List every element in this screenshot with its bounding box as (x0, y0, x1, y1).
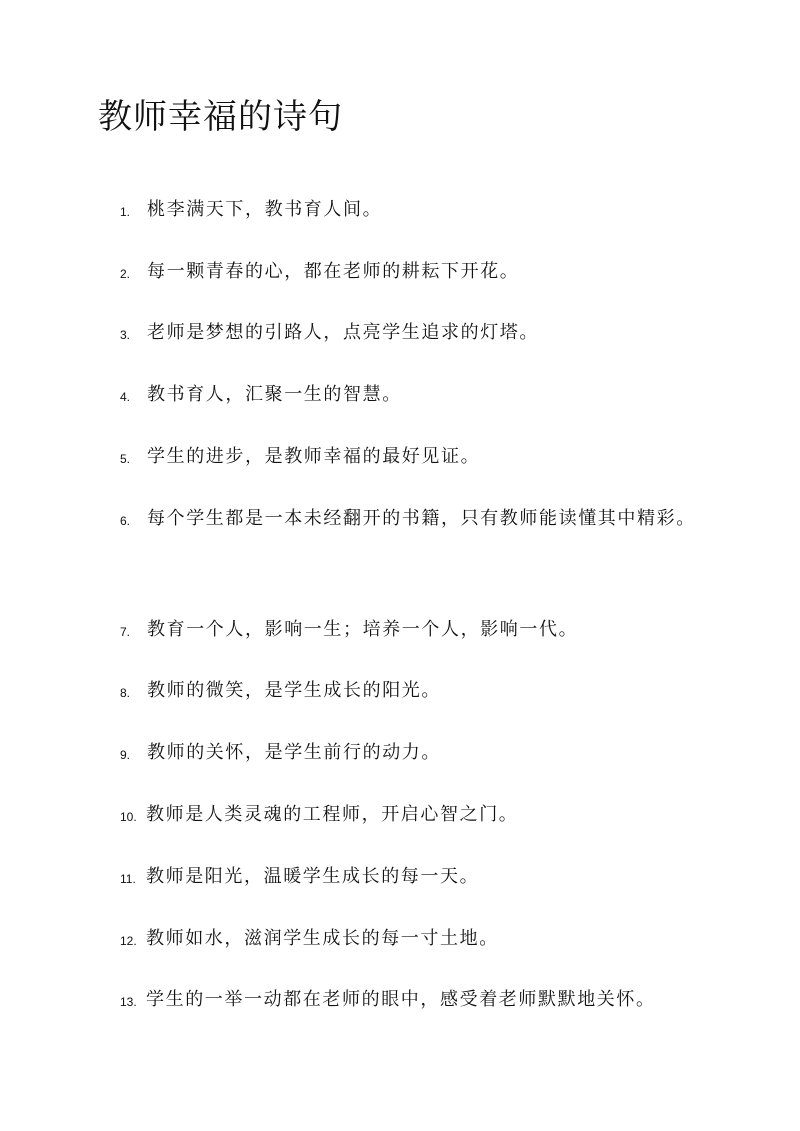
list-item-text: 教师是阳光，温暖学生成长的每一天。 (146, 866, 480, 887)
list-item-number: 3. (120, 328, 131, 342)
list-item-number: 10. (120, 810, 137, 824)
list-item-number: 13. (120, 995, 137, 1009)
list-item-text: 老师是梦想的引路人，点亮学生追求的灯塔。 (147, 322, 539, 343)
list-item-text: 学生的进步，是教师幸福的最好见证。 (147, 446, 481, 467)
list-item-text: 教师的关怀，是学生前行的动力。 (147, 742, 441, 763)
list-item-text: 教书育人，汇聚一生的智慧。 (147, 384, 402, 405)
list-item-text: 教师如水，滋润学生成长的每一寸土地。 (146, 928, 499, 949)
list-item-text: 学生的一举一动都在老师的眼中，感受着老师默默地关怀。 (146, 989, 656, 1010)
list-item-text: 每一颗青春的心，都在老师的耕耘下开花。 (147, 261, 520, 282)
list-item-number: 4. (120, 390, 131, 404)
list-item-number: 1. (120, 205, 131, 219)
list-item-number: 7. (120, 625, 131, 639)
list-item-number: 2. (120, 267, 131, 281)
list-item-text: 教师的微笑，是学生成长的阳光。 (147, 680, 441, 701)
list-item-text: 每个学生都是一本未经翻开的书籍，只有教师能读懂其中精彩。 (147, 508, 696, 529)
list-item-number: 11. (120, 872, 136, 886)
list-item-number: 5. (120, 452, 131, 466)
page-title: 教师幸福的诗句 (98, 97, 343, 137)
list-item-text: 桃李满天下，教书育人间。 (147, 199, 383, 220)
list-item-text: 教育一个人，影响一生；培养一个人，影响一代。 (147, 619, 579, 640)
list-item-number: 8. (120, 686, 131, 700)
list-item-number: 6. (120, 514, 131, 528)
list-item-text: 教师是人类灵魂的工程师，开启心智之门。 (146, 804, 519, 825)
list-item-number: 12. (120, 934, 137, 948)
list-item-number: 9. (120, 748, 131, 762)
